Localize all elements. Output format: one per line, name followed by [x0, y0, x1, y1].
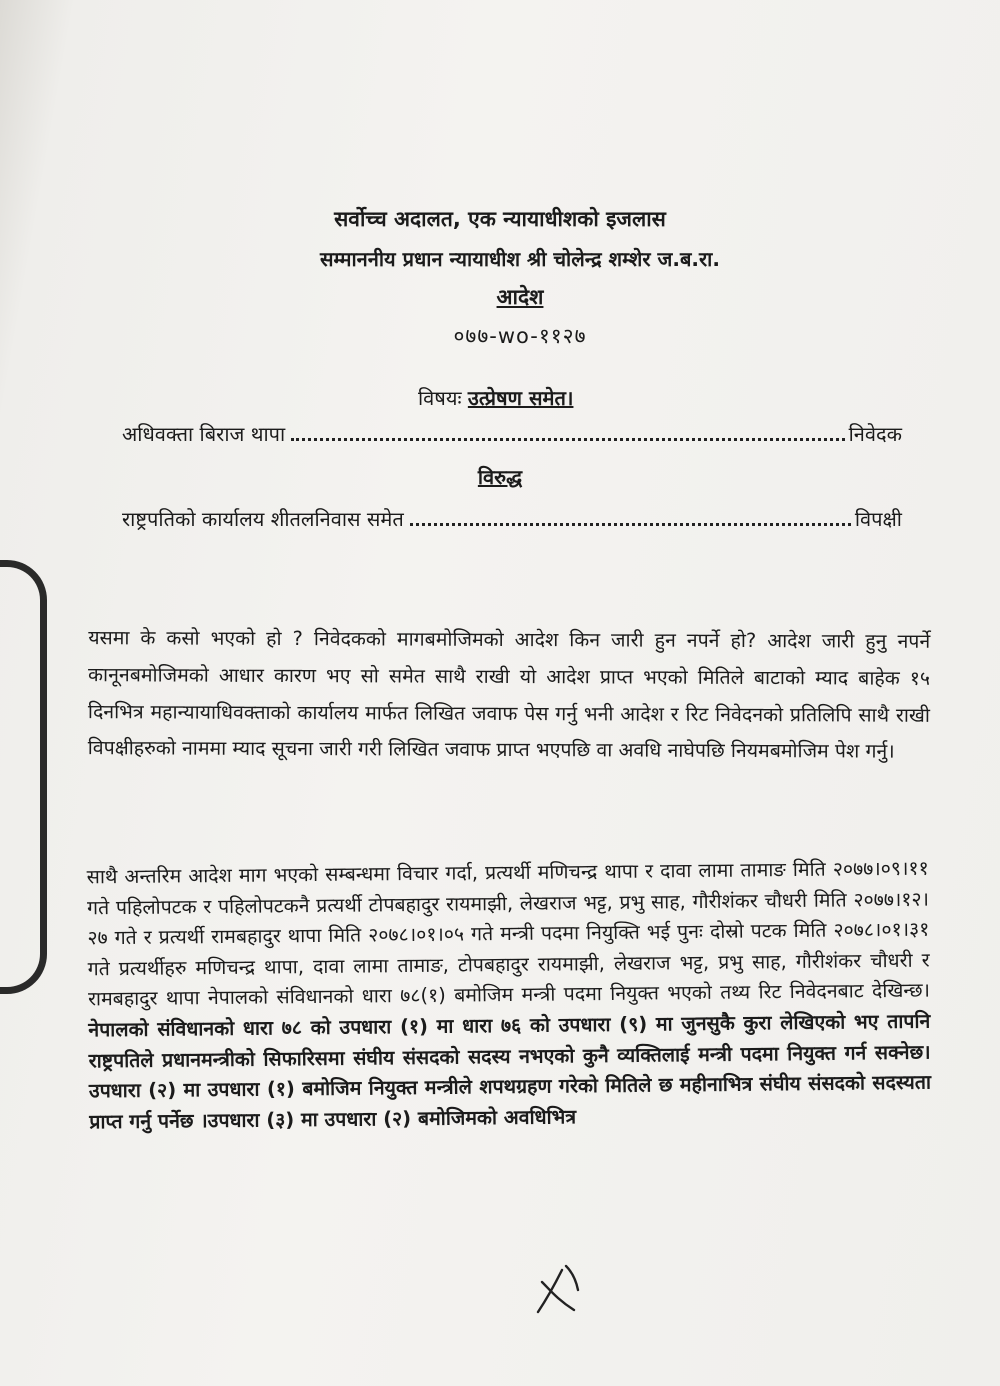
- versus-label: विरुद्ध: [477, 465, 523, 489]
- case-number: ०७७-wo-११२७: [453, 324, 587, 348]
- signature-mark: [528, 1260, 588, 1320]
- order-title: आदेश: [496, 285, 544, 309]
- petitioner-name: अधिवक्ता बिराज थापा: [122, 422, 286, 446]
- respondent-line: [122, 505, 902, 532]
- dotted-leader: [291, 438, 844, 441]
- binder-ring: [0, 560, 47, 994]
- bench-title: सम्माननीय प्रधान न्यायाधीश श्री चोलेन्द्र शम्शेर ज.ब.रा.: [320, 247, 720, 271]
- petitioner-line: [122, 420, 902, 447]
- order-paragraph-2: [87, 854, 932, 1138]
- paragraph-2-bold-text: नेपालको संविधानको धारा ७८ को उपधारा (१) मा धारा ७६ को उपधारा (९) मा जुनसुकै कुरा लेखिएको भए तापनि राष्ट्रपतिले प्रधानमन्त्रीको सिफारिसमा संघीय संसदको सदस्य नभएको कुनै व्यक्तिलाई मन्त्री पदमा नियुक्त गर्न सक्नेछ। उपधारा (२) मा उपधारा (१) बमोजिम नियुक्त मन्त्रीले शपथग्रहण गरेको मितिले छ महीनाभित्र संघीय संसदको सदस्यता प्राप्त गर्नु पर्नेछ ।उपधारा (३) मा उपधारा (२) बमोजिमको अवधिभित्र: [88, 1009, 932, 1134]
- subject-line: [418, 384, 573, 411]
- petitioner-role: निवेदक: [848, 422, 902, 446]
- paragraph-2-text: साथै अन्तरिम आदेश माग भएको सम्बन्धमा विचार गर्दा, प्रत्यर्थी मणिचन्द्र थापा र दावा लामा तामाङ मिति २०७७।०९।११ गते पहिलोपटक र पहिलोपटकनै प्रत्यर्थी टोपबहादुर रायमाझी, लेखराज भट्ट, प्रभु साह, गौरीशंकर चौधरी मिति २०७७।१२।२७ गते र प्रत्यर्थी रामबहादुर थापा मिति २०७८।०१।०५ गते मन्त्री पदमा नियुक्ति भई पुनः दोस्रो पटक मिति २०७८।०१।३१ गते प्रत्यर्थीहरु मणिचन्द्र थापा, दावा लामा तामाङ, टोपबहादुर रायमाझी, लेखराज भट्ट, प्रभु साह, गौरीशंकर चौधरी र रामबहादुर थापा नेपालको संविधानको धारा ७८(१) बमोजिम मन्त्री पदमा नियुक्त भएको तथ्य रिट निवेदनबाट देखिन्छ।: [86, 856, 931, 1011]
- order-paragraph-1: यसमा के कसो भएको हो ? निवेदकको मागबमोजिमको आदेश किन जारी हुन नपर्ने हो? आदेश जारी हुनु नपर्ने कानूनबमोजिमको आधार कारण भए सो समेत साथै राखी यो आदेश प्राप्त भएको मितिले बाटाको म्याद बाहेक १५ दिनभित्र महान्यायाधिवक्ताको कार्यालय मार्फत लिखित जवाफ पेस गर्नु भनी आदेश र रिट निवेदनको प्रतिलिपि साथै राखी विपक्षीहरुको नाममा म्याद सूचना जारी गरी लिखित जवाफ प्राप्त भएपछि वा अवधि नाघेपछि नियमबमोजिम पेश गर्नु।: [87, 626, 931, 764]
- versus-line: [0, 463, 1000, 490]
- court-title: सर्वोच्च अदालत, एक न्यायाधीशको इजलास: [334, 207, 666, 231]
- respondent-name: राष्ट्रपतिको कार्यालय शीतलनिवास समेत: [122, 507, 404, 531]
- dotted-leader: [410, 523, 851, 526]
- subject-label: विषयः: [418, 386, 462, 410]
- respondent-role: विपक्षी: [854, 507, 902, 531]
- subject-value: उत्प्रेषण समेत।: [467, 386, 574, 410]
